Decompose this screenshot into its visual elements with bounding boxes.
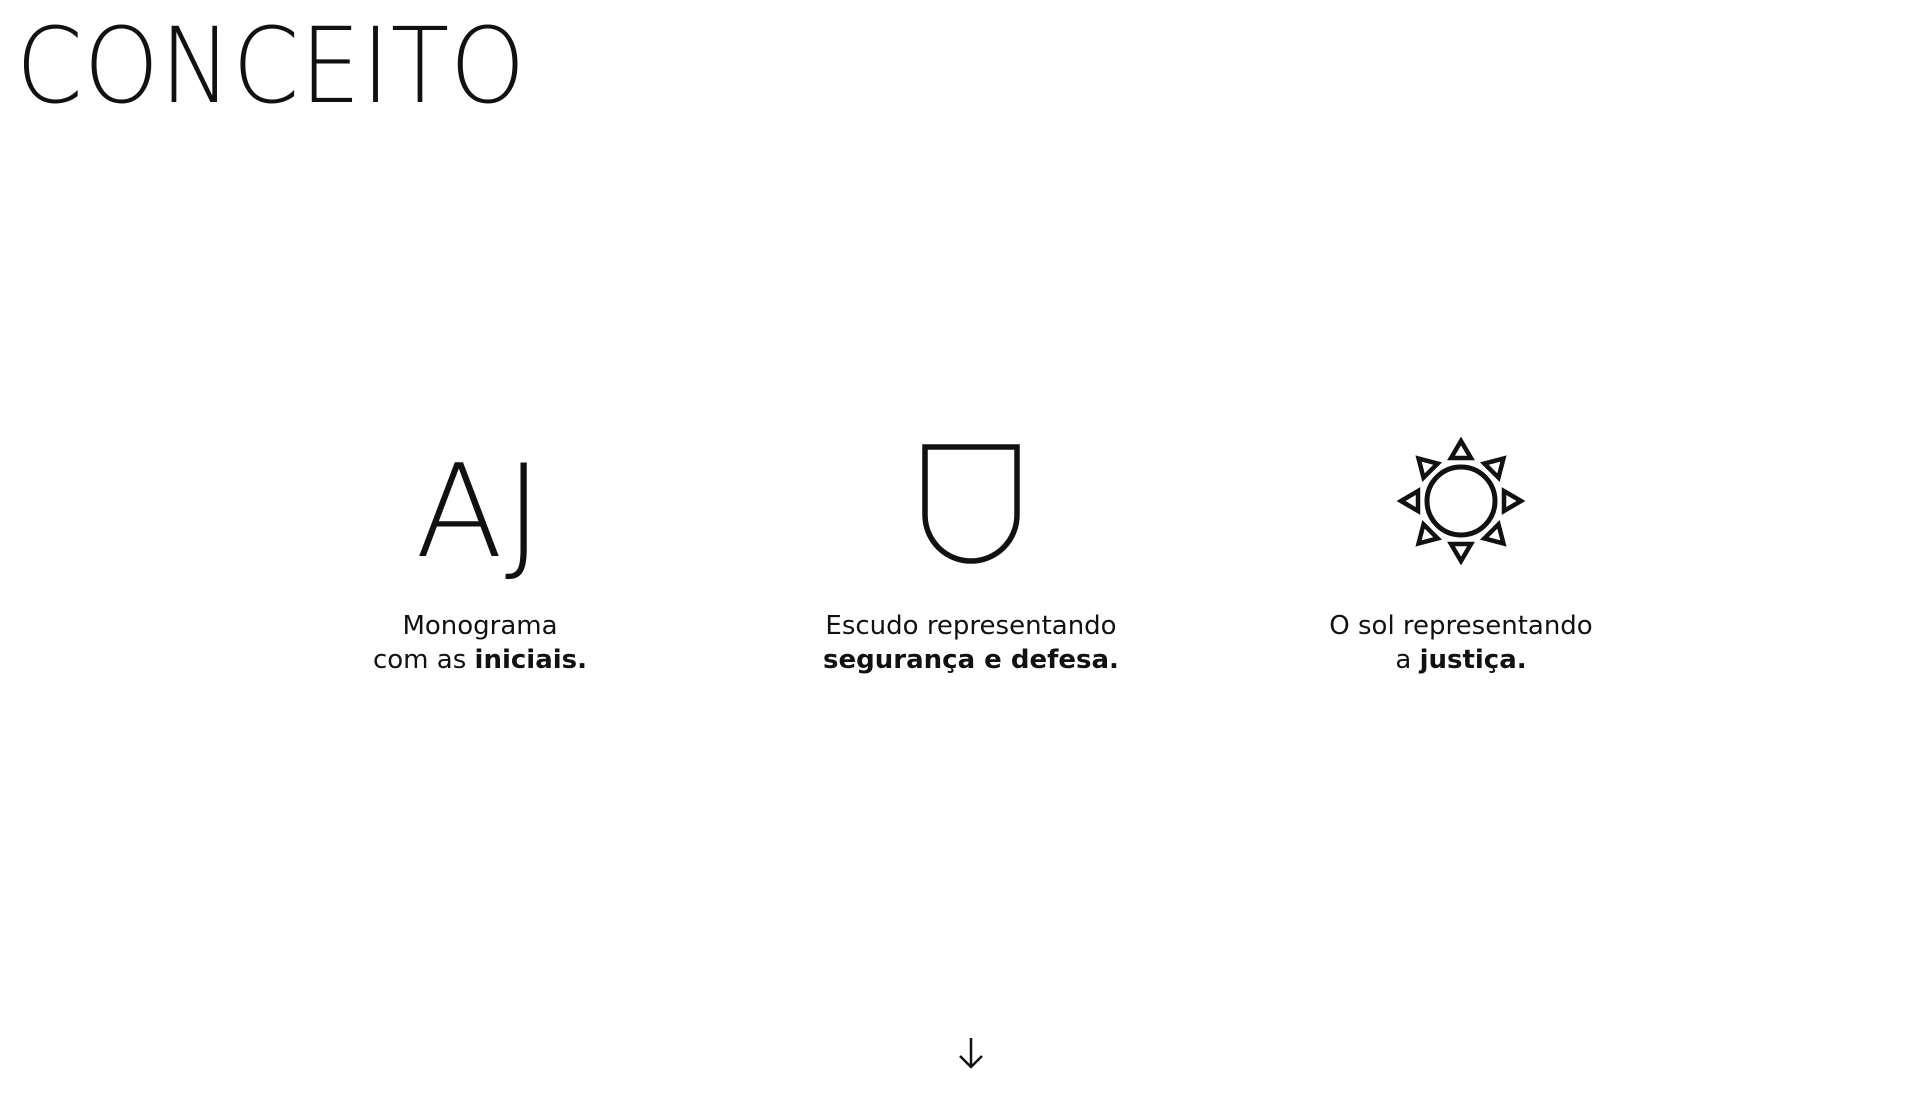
- concept-caption: [761, 609, 1181, 677]
- shield-icon: [761, 425, 1181, 565]
- arrow-down-icon: [955, 1035, 987, 1071]
- caption-plain: a: [1395, 645, 1420, 675]
- caption-line-1: Monograma: [402, 611, 558, 641]
- caption-bold: segurança e defesa.: [823, 645, 1119, 675]
- sun-icon: [1251, 425, 1671, 565]
- concept-monogram: [270, 425, 690, 677]
- caption-line-1: Escudo representando: [825, 611, 1117, 641]
- caption-bold: justiça.: [1419, 645, 1527, 675]
- caption-line-1: O sol representando: [1329, 611, 1593, 641]
- caption-plain: com as: [372, 645, 475, 675]
- concept-shield: [761, 425, 1181, 677]
- concept-caption: [270, 609, 690, 677]
- scroll-down-button[interactable]: [955, 1035, 987, 1071]
- concept-caption: [1251, 609, 1671, 677]
- caption-line-2: [761, 643, 1181, 677]
- page-title: CONCEITO: [16, 5, 527, 127]
- concept-sun: [1251, 425, 1671, 677]
- caption-line-2: [270, 643, 690, 677]
- caption-line-2: [1251, 643, 1671, 677]
- caption-bold: iniciais.: [474, 645, 587, 675]
- monogram-icon: [270, 425, 690, 587]
- monogram-text: AJ: [415, 438, 545, 587]
